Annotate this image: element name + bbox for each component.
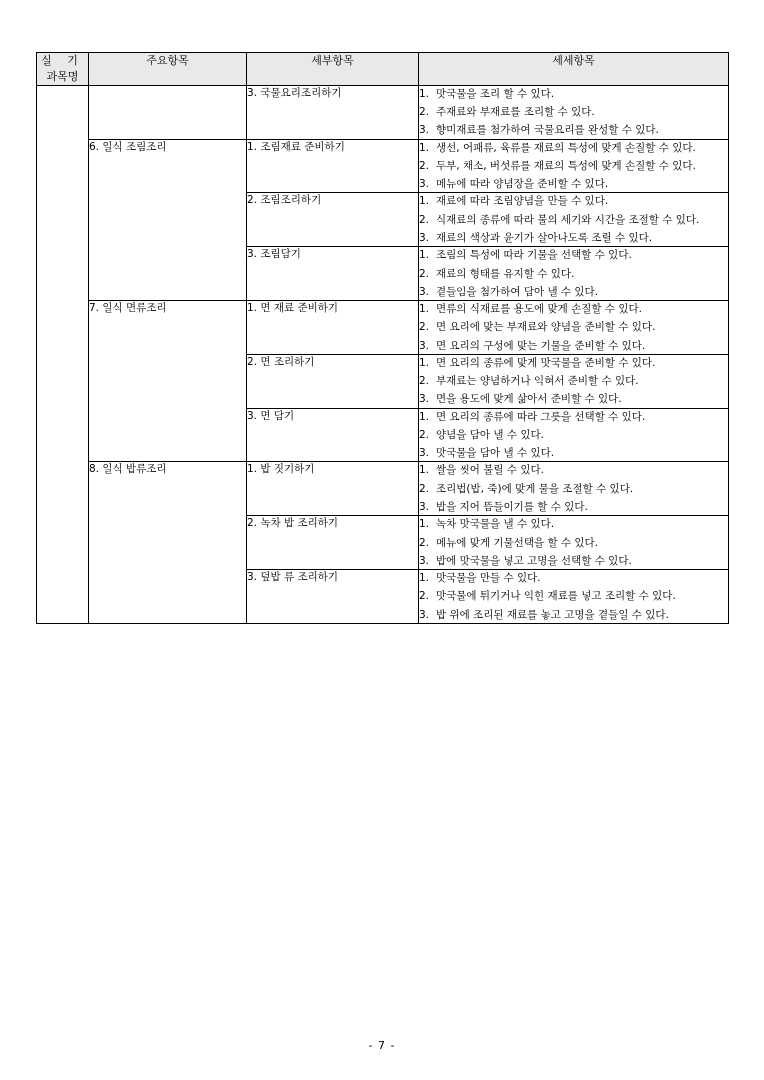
detail-item: [419, 266, 728, 282]
detail-item-text: 밥에 맛국물을 넣고 고명을 선택할 수 있다.: [436, 554, 632, 567]
detail-item: [419, 212, 728, 228]
cell-sub-item: [247, 193, 419, 247]
sub-item-label: 1. 밥 짓기하기: [247, 463, 315, 476]
detail-item: [419, 373, 728, 389]
table-row: [37, 85, 729, 139]
cell-detail-items: [419, 301, 729, 355]
cell-detail-items: [419, 462, 729, 516]
detail-item-number: 3.: [419, 500, 430, 513]
detail-item-text: 부재료는 양념하거나 익혀서 준비할 수 있다.: [436, 375, 639, 388]
cell-detail-items: [419, 408, 729, 462]
cell-detail-items: [419, 247, 729, 301]
detail-item-list: [419, 516, 728, 569]
detail-item: [419, 247, 728, 263]
detail-item: [419, 535, 728, 551]
detail-item: [419, 516, 728, 532]
detail-item-text: 녹차 맛국물을 낼 수 있다.: [436, 518, 555, 531]
detail-item-number: 2.: [419, 106, 430, 119]
detail-item-text: 조림의 특성에 따라 기물을 선택할 수 있다.: [436, 249, 632, 262]
detail-item: [419, 355, 728, 371]
detail-item-number: 2.: [419, 321, 430, 334]
header-subject-name-line2: 과목명: [46, 69, 79, 83]
sub-item-label: 1. 조림재료 준비하기: [247, 140, 345, 153]
detail-item-number: 2.: [419, 482, 430, 495]
sub-item-label: 1. 면 재료 준비하기: [247, 302, 339, 315]
detail-item: [419, 553, 728, 569]
cell-detail-items: [419, 516, 729, 570]
detail-item-text: 면 요리의 구성에 맞는 기물을 준비할 수 있다.: [436, 339, 646, 352]
detail-item-text: 면류의 식재료를 용도에 맞게 손질할 수 있다.: [436, 303, 642, 316]
curriculum-table: [36, 52, 729, 624]
detail-item-text: 재료의 형태를 유지할 수 있다.: [436, 267, 575, 280]
detail-item-list: [419, 140, 728, 193]
detail-item: [419, 301, 728, 317]
detail-item-text: 밥을 지어 뜸들이기를 할 수 있다.: [436, 500, 588, 513]
sub-item-label: 3. 덮밥 류 조리하기: [247, 571, 339, 584]
detail-item-text: 조리법(밥, 죽)에 맞게 물을 조절할 수 있다.: [436, 482, 634, 495]
detail-item-number: 3.: [419, 608, 430, 621]
cell-major-item: [89, 408, 247, 462]
detail-item: [419, 230, 728, 246]
page-number: - 7 -: [368, 1039, 396, 1052]
detail-item-number: 1.: [419, 410, 430, 423]
detail-item-number: 3.: [419, 178, 430, 191]
cell-major-item: [89, 301, 247, 355]
detail-item-text: 양념을 담아 낼 수 있다.: [436, 428, 544, 441]
detail-item-list: [419, 355, 728, 408]
detail-item-text: 면을 용도에 맞게 삶아서 준비할 수 있다.: [436, 393, 622, 406]
cell-major-item: [89, 570, 247, 624]
sub-item-label: 3. 조림담기: [247, 248, 301, 261]
cell-major-item: [89, 247, 247, 301]
detail-item-text: 향미재료를 첨가하여 국물요리를 완성할 수 있다.: [436, 124, 659, 137]
table-row: [37, 408, 729, 462]
sub-item-label: 3. 국물요리조리하기: [247, 86, 342, 99]
table-row: [37, 570, 729, 624]
detail-item: [419, 122, 728, 138]
detail-item: [419, 588, 728, 604]
detail-item-text: 밥 위에 조리된 재료를 놓고 고명을 곁들일 수 있다.: [436, 608, 669, 621]
detail-item-text: 주재료와 부재료를 조리할 수 있다.: [436, 106, 595, 119]
header-subject-name-line1: 실 기: [41, 54, 84, 67]
table-row: [37, 516, 729, 570]
detail-item-text: 곁들임을 첨가하여 담아 낼 수 있다.: [436, 285, 599, 298]
detail-item-number: 1.: [419, 356, 430, 369]
cell-detail-items: [419, 570, 729, 624]
detail-item-text: 면 요리의 종류에 따라 그릇을 선택할 수 있다.: [436, 410, 646, 423]
detail-item: [419, 338, 728, 354]
detail-item-number: 2.: [419, 213, 430, 226]
detail-item: [419, 176, 728, 192]
detail-item-number: 1.: [419, 518, 430, 531]
table-row: [37, 301, 729, 355]
cell-sub-item: [247, 570, 419, 624]
detail-item: [419, 284, 728, 300]
detail-item-number: 1.: [419, 303, 430, 316]
cell-major-item: [89, 85, 247, 139]
detail-item-text: 메뉴에 맞게 기물선택을 할 수 있다.: [436, 536, 599, 549]
detail-item-text: 재료의 색상과 윤기가 살아나도록 조릴 수 있다.: [436, 232, 653, 244]
detail-item-text: 두부, 채소, 버섯류를 재료의 특성에 맞게 손질할 수 있다.: [436, 159, 696, 172]
cell-sub-item: [247, 462, 419, 516]
cell-major-item: [89, 193, 247, 247]
detail-item: [419, 481, 728, 497]
detail-item: [419, 319, 728, 335]
detail-item-text: 쌀을 씻어 불릴 수 있다.: [436, 464, 544, 477]
detail-item-number: 2.: [419, 590, 430, 603]
detail-item: [419, 158, 728, 174]
detail-item-number: 2.: [419, 159, 430, 172]
detail-item-list: [419, 409, 728, 462]
detail-item-text: 맛국물을 담아 낼 수 있다.: [436, 447, 555, 460]
detail-item-number: 2.: [419, 428, 430, 441]
cell-sub-item: [247, 301, 419, 355]
cell-major-item: [89, 354, 247, 408]
table-row: [37, 193, 729, 247]
detail-item-number: 1.: [419, 249, 430, 262]
cell-major-item: [89, 516, 247, 570]
detail-item-number: 3.: [419, 232, 430, 244]
detail-item-list: [419, 193, 728, 246]
detail-item-number: 1.: [419, 464, 430, 477]
table-row: [37, 139, 729, 193]
cell-detail-items: [419, 85, 729, 139]
table-body: [37, 85, 729, 623]
table-header-row: [37, 53, 729, 86]
detail-item-number: 2.: [419, 536, 430, 549]
detail-item-number: 3.: [419, 124, 430, 137]
detail-item: [419, 427, 728, 443]
detail-item-number: 2.: [419, 375, 430, 388]
cell-subject-name: [37, 85, 89, 623]
detail-item-text: 메뉴에 따라 양념장을 준비할 수 있다.: [436, 178, 609, 191]
cell-sub-item: [247, 408, 419, 462]
major-item-label: 6. 일식 조림조리: [89, 140, 167, 153]
header-sub-item: 세부항목: [247, 53, 419, 86]
detail-item-number: 3.: [419, 447, 430, 460]
cell-detail-items: [419, 139, 729, 193]
detail-item-list: [419, 86, 728, 139]
detail-item-text: 면 요리에 맞는 부재료와 양념을 준비할 수 있다.: [436, 321, 656, 334]
header-detail-item: 세세항목: [419, 53, 729, 86]
detail-item-number: 3.: [419, 285, 430, 298]
detail-item: [419, 570, 728, 586]
detail-item-number: 1.: [419, 141, 430, 154]
detail-item-list: [419, 570, 728, 623]
detail-item: [419, 607, 728, 623]
detail-item-number: 3.: [419, 393, 430, 406]
cell-detail-items: [419, 354, 729, 408]
sub-item-label: 3. 면 담기: [247, 409, 295, 422]
header-major-item: 주요항목: [89, 53, 247, 86]
detail-item-text: 생선, 어패류, 육류를 재료의 특성에 맞게 손질할 수 있다.: [436, 141, 696, 154]
detail-item: [419, 499, 728, 515]
table-row: [37, 247, 729, 301]
sub-item-label: 2. 녹차 밥 조리하기: [247, 517, 339, 530]
table-row: [37, 354, 729, 408]
detail-item-number: 3.: [419, 339, 430, 352]
cell-major-item: [89, 462, 247, 516]
table-row: [37, 462, 729, 516]
cell-sub-item: [247, 85, 419, 139]
header-subject-name: [37, 53, 89, 86]
cell-detail-items: [419, 193, 729, 247]
detail-item-number: 1.: [419, 195, 430, 208]
cell-sub-item: [247, 247, 419, 301]
detail-item: [419, 462, 728, 478]
major-item-label: 8. 일식 밥류조리: [89, 463, 167, 476]
detail-item-list: [419, 247, 728, 300]
detail-item: [419, 409, 728, 425]
cell-major-item: [89, 139, 247, 193]
detail-item-text: 맛국물을 조리 할 수 있다.: [436, 87, 555, 100]
detail-item: [419, 104, 728, 120]
detail-item-text: 맛국물에 튀기거나 익힌 재료를 넣고 조리할 수 있다.: [436, 590, 676, 603]
detail-item: [419, 391, 728, 407]
sub-item-label: 2. 면 조리하기: [247, 355, 315, 368]
detail-item-number: 3.: [419, 554, 430, 567]
detail-item-list: [419, 462, 728, 515]
detail-item-text: 재료에 따라 조림양념을 만들 수 있다.: [436, 195, 609, 208]
detail-item-text: 면 요리의 종류에 맞게 맛국물을 준비할 수 있다.: [436, 356, 656, 369]
detail-item: [419, 86, 728, 102]
detail-item-number: 1.: [419, 87, 430, 100]
sub-item-label: 2. 조림조리하기: [247, 194, 322, 207]
detail-item-number: 1.: [419, 572, 430, 585]
major-item-label: 7. 일식 면류조리: [89, 302, 167, 315]
cell-sub-item: [247, 139, 419, 193]
detail-item: [419, 140, 728, 156]
detail-item: [419, 193, 728, 209]
detail-item-number: 2.: [419, 267, 430, 280]
detail-item-text: 식재료의 종류에 따라 불의 세기와 시간을 조절할 수 있다.: [436, 213, 700, 226]
cell-sub-item: [247, 516, 419, 570]
table-header: [37, 53, 729, 86]
detail-item-text: 맛국물을 만들 수 있다.: [436, 572, 541, 585]
detail-item: [419, 445, 728, 461]
cell-sub-item: [247, 354, 419, 408]
detail-item-list: [419, 301, 728, 354]
